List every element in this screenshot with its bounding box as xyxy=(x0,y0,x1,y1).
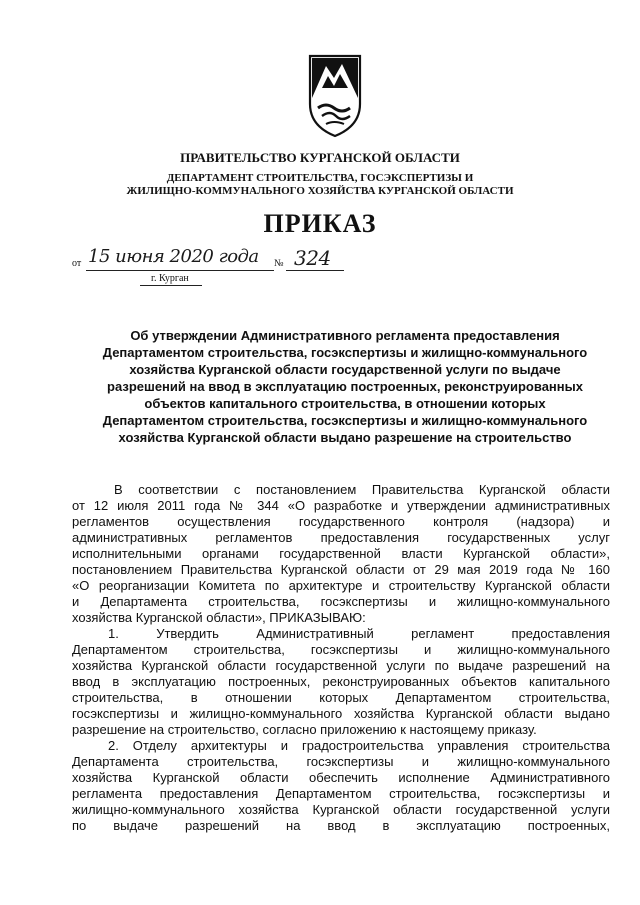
body-line: разрешение на строительство, согласно приложению к настоящему приказу. xyxy=(72,722,537,737)
date-underline xyxy=(86,270,274,271)
department-title xyxy=(0,172,640,198)
order-date-number-line xyxy=(72,246,372,282)
body-line: по выдаче разрешений на ввод в эксплуатацию построенных, xyxy=(72,818,610,833)
city-label: г. Курган xyxy=(151,273,189,284)
from-label: от xyxy=(72,258,82,269)
body-line: жилищно-коммунального хозяйства Курганской области государственной услуги xyxy=(72,802,610,817)
body-line: Департамента строительства, госэкспертизы и жилищно-коммунального xyxy=(72,754,610,769)
body-line: «О реорганизации Комитета по архитектуре и строительству Курганской области xyxy=(72,578,610,593)
order-body xyxy=(72,482,610,834)
government-title: ПРАВИТЕЛЬСТВО КУРГАНСКОЙ ОБЛАСТИ xyxy=(180,150,460,165)
body-line: постановлением Правительства Курганской области от 29 мая 2019 года № 160 xyxy=(72,562,610,577)
city-underline xyxy=(140,285,202,286)
body-line: и Департамента строительства, госэкспертизы и жилищно-коммунального xyxy=(72,594,610,609)
body-line: 1. Утвердить Административный регламент предоставления xyxy=(108,626,610,641)
department-title-line: ЖИЛИЩНО-КОММУНАЛЬНОГО ХОЗЯЙСТВА КУРГАНСКОЙ ОБЛАСТИ xyxy=(126,185,514,197)
body-line: ввод в эксплуатацию построенных, реконструированных объектов капитального xyxy=(72,674,610,689)
number-label: № xyxy=(274,258,284,269)
handwritten-number: 324 xyxy=(294,246,331,270)
body-line: строительства, в отношении которых Департаментом строительства, xyxy=(72,690,610,705)
body-line: от 12 июля 2011 года № 344 «О разработке и утверждении административных xyxy=(72,498,610,513)
handwritten-date: 15 июня 2020 года xyxy=(88,246,259,267)
body-line: административных регламентов предоставления государственных услуг xyxy=(72,530,610,545)
heading-line: разрешений на ввод в эксплуатацию построенных, реконструированных xyxy=(107,379,583,394)
number-underline xyxy=(286,270,344,271)
heading-line: Об утверждении Административного регламента предоставления xyxy=(130,328,560,343)
heading-line: хозяйства Курганской области государственной услуги по выдаче xyxy=(129,362,561,377)
body-line: Департаментом строительства, госэкспертизы и жилищно-коммунального xyxy=(72,642,610,657)
heading-line: Департаментом строительства, госэкспертизы и жилищно-коммунального xyxy=(102,413,588,428)
department-title-line: ДЕПАРТАМЕНТ СТРОИТЕЛЬСТВА, ГОСЭКСПЕРТИЗЫ И xyxy=(166,172,474,184)
order-heading xyxy=(60,327,630,446)
body-line: хозяйства Курганской области», ПРИКАЗЫВАЮ: xyxy=(72,610,366,625)
body-line: 2. Отделу архитектуры и градостроительства управления строительства xyxy=(108,738,610,753)
body-line: регламента предоставления Департаментом строительства, госэкспертизы и xyxy=(72,786,610,801)
body-line: хозяйства Курганской области обеспечить исполнение Административного xyxy=(72,770,610,785)
body-line: В соответствии с постановлением Правительства Курганской области xyxy=(114,482,610,497)
heading-line: хозяйства Курганской области выдано разрешение на строительство xyxy=(118,430,572,445)
heading-line: Департаментом строительства, госэкспертизы и жилищно-коммунального xyxy=(102,345,588,360)
body-line: хозяйства Курганской области государственной услуги по выдаче разрешений на xyxy=(72,658,610,673)
document-type-title: ПРИКАЗ xyxy=(263,209,377,238)
kurgan-coat-of-arms-icon xyxy=(304,52,366,140)
heading-line: объектов капитального строительства, в отношении которых xyxy=(144,396,546,411)
body-line: исполнительными органами государственной власти Курганской области», xyxy=(72,546,610,561)
body-line: госэкспертизы и жилищно-коммунального хозяйства Курганской области выдано xyxy=(72,706,610,721)
body-line: регламентов осуществления государственного контроля (надзора) и xyxy=(72,514,610,529)
